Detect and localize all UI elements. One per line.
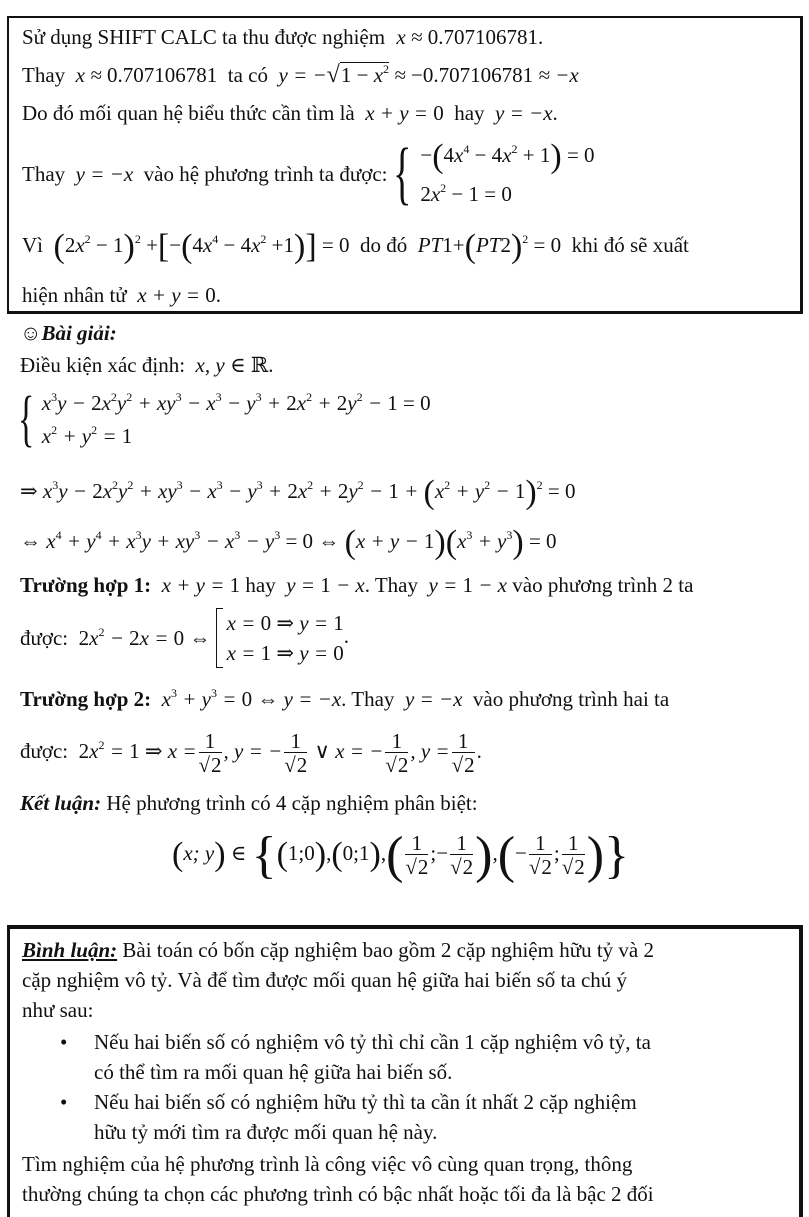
math-relation: x + y = 0 (359, 101, 444, 125)
system-eq-1: $-(4x^4 - 4x^2 + 1) = 0$ (420, 137, 595, 175)
bullet-text: Nếu hai biến số có nghiệm hữu tỷ thì ta cần ít nhất 2 cặp nghiệm (94, 1090, 637, 1114)
hint-box (7, 16, 803, 314)
hint-text: khi đó sẽ xuất (571, 233, 689, 257)
commentary-text: Bài toán có bốn cặp nghiệm bao gồm 2 cặp nghiệm hữu tỷ và 2 (122, 938, 654, 962)
case-1-options (216, 608, 344, 668)
case-2-label: Trường hợp 2: (20, 687, 152, 711)
hint-line-1: Sử dụng SHIFT CALC ta thu được nghiệm x ≈ 0.707106781. (22, 25, 544, 49)
label-duoc: được: (20, 739, 69, 763)
math-y-sqrt: $y = -√1 - x^2 \approx -0.707106781 \approx -x$ (273, 62, 579, 88)
condition-line: Điều kiện xác định: x, y ∈ ℝ. (20, 353, 274, 377)
solution-set: (x; y) ∈ {(1;0),(0;1),( $\frac{1}{√2}$ ;− $\frac{1}{√2}$ ),(− $\frac{1}{√2}$ ; $\frac{1}{√2}$ )} (172, 827, 630, 884)
system-eq-2: $2x^2 - 1 = 0$ (420, 180, 512, 206)
hint-text: Do đó mối quan hệ biểu thức cần tìm là (22, 101, 355, 125)
hint-text: ta có (227, 63, 268, 87)
condition-label: Điều kiện xác định: (20, 353, 186, 377)
case-1-label: Trường hợp 1: (20, 573, 152, 597)
equation-system (393, 136, 595, 212)
hint-text: Sử dụng SHIFT CALC ta thu được nghiệm (22, 25, 386, 49)
hint-text: vào hệ phương trình ta được: (143, 162, 388, 186)
condition-math: x, y ∈ ℝ (190, 353, 269, 377)
case-2-result: được: $2x^2 = 1$ ⇒ x = $\frac{1}{√2}$ , y = − $\frac{1}{√2}$ ∨ x = − $\frac{1}{√2}$ , y = $\frac{1}{√2}$ . (20, 728, 482, 777)
math-y-neg-x: y = −x (489, 101, 553, 125)
commentary-text: cặp nghiệm vô tỷ. Và để tìm được mối quan hệ giữa hai biến số ta chú ý (22, 968, 628, 992)
square-bracket-icon (216, 608, 223, 668)
commentary-text: như sau: (22, 998, 94, 1022)
conclusion-line (20, 790, 478, 816)
commentary-line-1 (22, 937, 654, 963)
case-1-result: được: $2x^2 - 2x = 0$ ⇔ x = 0 ⇒ y = 1 x = 1 ⇒ y = 0 . (20, 608, 349, 668)
hint-line-6: hiện nhân tử x + y = 0. (22, 283, 221, 307)
system-eq-1: $x^3y - 2x^2y^2 + xy^3 - x^3 - y^3 + 2x^2 + 2y^2 - 1 = 0$ (41, 389, 431, 415)
hint-line-3: Do đó mối quan hệ biểu thức cần tìm là x + y = 0 hay y = −x. (22, 101, 558, 125)
brace-icon: { (392, 135, 412, 212)
conclusion-text: Hệ phương trình có 4 cặp nghiệm phân biệt: (106, 791, 478, 815)
label-duoc: được: (20, 626, 69, 650)
step-2: ⇔ $x^4 + y^4 + x^3y + xy^3 - x^3 - y^3 = 0$ ⇔ $(x + y - 1)(x^3 + y^3) = 0$ (20, 524, 557, 561)
solution-heading (20, 320, 117, 346)
bullet-icon: • (60, 1030, 68, 1054)
bullet-text: Nếu hai biến số có nghiệm vô tỷ thì chỉ cần 1 cặp nghiệm vô tỷ, ta (94, 1030, 651, 1054)
case-2-line: Trường hợp 2: $x^3 + y^3 = 0$ ⇔ y = −x. Thay y = −x vào phương trình hai ta (20, 686, 670, 711)
bullet-text: hữu tỷ mới tìm ra được mối quan hệ này. (94, 1120, 438, 1144)
commentary-text: thường chúng ta chọn các phương trình có bậc nhất hoặc tối đa là bậc 2 đối (22, 1182, 654, 1206)
brace-icon: { (18, 385, 35, 453)
commentary-box (7, 925, 803, 1217)
case-1-line: Trường hợp 1: x + y = 1 hay y = 1 − x. Thay y = 1 − x vào phương trình 2 ta (20, 573, 694, 597)
original-system (18, 386, 431, 452)
hint-text: Thay (22, 63, 66, 87)
option-1: x = 0 ⇒ y = 1 (226, 611, 344, 635)
math-factor: x + y = 0 (131, 283, 216, 307)
math-x-value: x ≈ 0.707106781 (70, 63, 218, 87)
bullet-text: có thể tìm ra mối quan hệ giữa hai biến số. (94, 1060, 453, 1084)
commentary-label: Bình luận: (22, 938, 118, 962)
heading-text: Bài giải: (41, 321, 117, 345)
math-sub: y = −x (70, 162, 139, 186)
math-pt: $PT1+(PT2)^2 = 0$ (412, 228, 562, 265)
conclusion-label: Kết luận: (20, 791, 102, 815)
hint-line-5 (22, 228, 689, 265)
hint-line-2 (22, 62, 579, 88)
math-identity: $(2x^2 - 1)^2 +[-(4x^4 - 4x^2 +1)] = 0$ (53, 228, 350, 265)
smiley-icon: ☺ (20, 321, 42, 345)
bullet-icon: • (60, 1090, 68, 1114)
hint-text: do đó (360, 233, 408, 257)
math-approx-x: x ≈ 0.707106781 (396, 25, 538, 49)
step-1: ⇒ $x^3y - 2x^2y^2 + xy^3 - x^3 - y^3 + 2x^2 + 2y^2 - 1 + (x^2 + y^2 - 1)^2 = 0$ (20, 474, 576, 511)
commentary-text: Tìm nghiệm của hệ phương trình là công việc vô cùng quan trọng, thông (22, 1152, 633, 1176)
hint-text: Vì (22, 233, 43, 257)
system-eq-2: $x^2 + y^2 = 1$ (41, 422, 133, 448)
hint-line-4 (22, 136, 595, 212)
hint-text: hay (454, 101, 485, 125)
hint-text: hiện nhân tử (22, 283, 127, 307)
hint-text: Thay (22, 162, 66, 186)
option-2: x = 1 ⇒ y = 0 (226, 641, 344, 665)
